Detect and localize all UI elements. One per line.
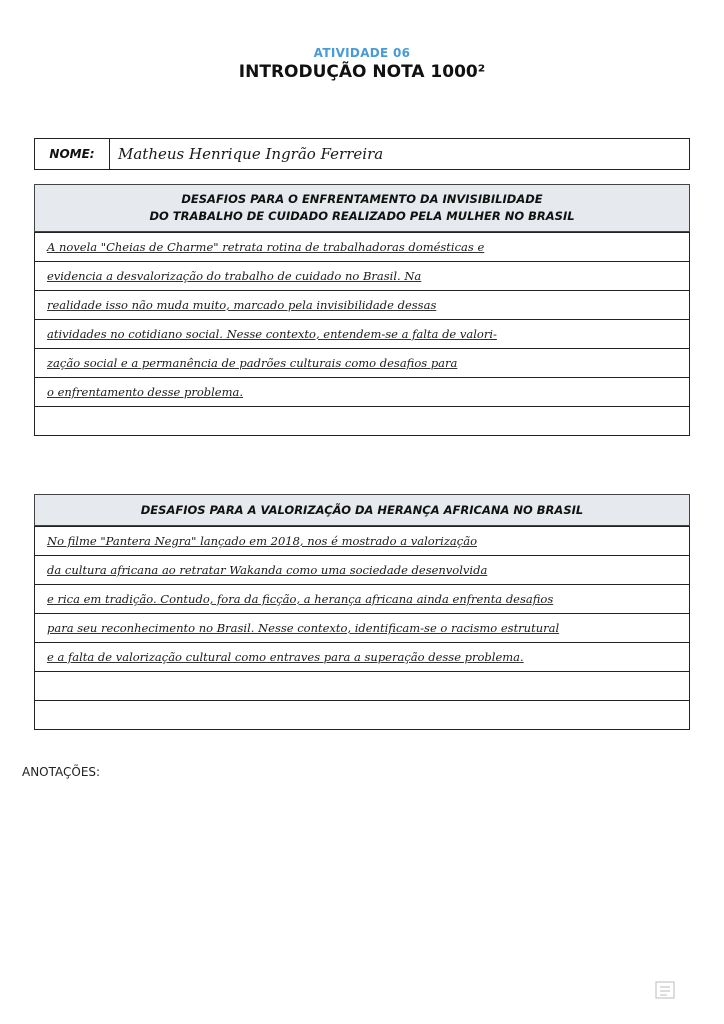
writing-line: para seu reconhecimento no Brasil. Nesse contexto, identificam-se o racismo estrutural — [35, 613, 689, 642]
writing-line — [35, 406, 689, 435]
writing-line: No filme "Pantera Negra" lançado em 2018, nos é mostrado a valorização — [35, 526, 689, 555]
writing-line: o enfrentamento desse problema. — [35, 377, 689, 406]
section-african-heritage-lines — [34, 526, 690, 730]
writing-line — [35, 700, 689, 729]
name-field — [34, 138, 690, 170]
writing-line: e rica em tradição. Contudo, fora da ficção, a herança africana ainda enfrenta desafios — [35, 584, 689, 613]
activity-number: ATIVIDADE 06 — [313, 46, 411, 60]
page-title: INTRODUÇÃO NOTA 1000² — [238, 62, 486, 82]
section-african-heritage — [34, 494, 690, 730]
section-invisibility-title-line1: DESAFIOS PARA O ENFRENTAMENTO DA INVISIBILIDADE — [181, 192, 543, 206]
writing-line: zação social e a permanência de padrões culturais como desafios para — [35, 348, 689, 377]
notes-label: ANOTAÇÕES: — [22, 765, 101, 779]
name-label: NOME: — [35, 139, 110, 169]
section-invisibility-title-line2: DO TRABALHO DE CUIDADO REALIZADO PELA MULHER NO BRASIL — [149, 209, 575, 223]
name-value: Matheus Henrique Ingrão Ferreira — [118, 145, 384, 163]
section-african-heritage-title: DESAFIOS PARA A VALORIZAÇÃO DA HERANÇA AFRICANA NO BRASIL — [140, 502, 584, 517]
writing-line: da cultura africana ao retratar Wakanda como uma sociedade desenvolvida — [35, 555, 689, 584]
section-african-heritage-header — [34, 494, 690, 526]
section-invisibility-lines — [34, 232, 690, 436]
writing-line: evidencia a desvalorização do trabalho de cuidado no Brasil. Na — [35, 261, 689, 290]
writing-line: atividades no cotidiano social. Nesse contexto, entendem-se a falta de valori- — [35, 319, 689, 348]
writing-line — [35, 671, 689, 700]
writing-line: realidade isso não muda muito, marcado pela invisibilidade dessas — [35, 290, 689, 319]
section-invisibility — [34, 184, 690, 436]
writing-line: e a falta de valorização cultural como entraves para a superação desse problema. — [35, 642, 689, 671]
section-invisibility-header — [34, 184, 690, 232]
writing-line: A novela "Cheias de Charme" retrata rotina de trabalhadoras domésticas e — [35, 232, 689, 261]
page-logo-icon — [652, 980, 678, 1000]
